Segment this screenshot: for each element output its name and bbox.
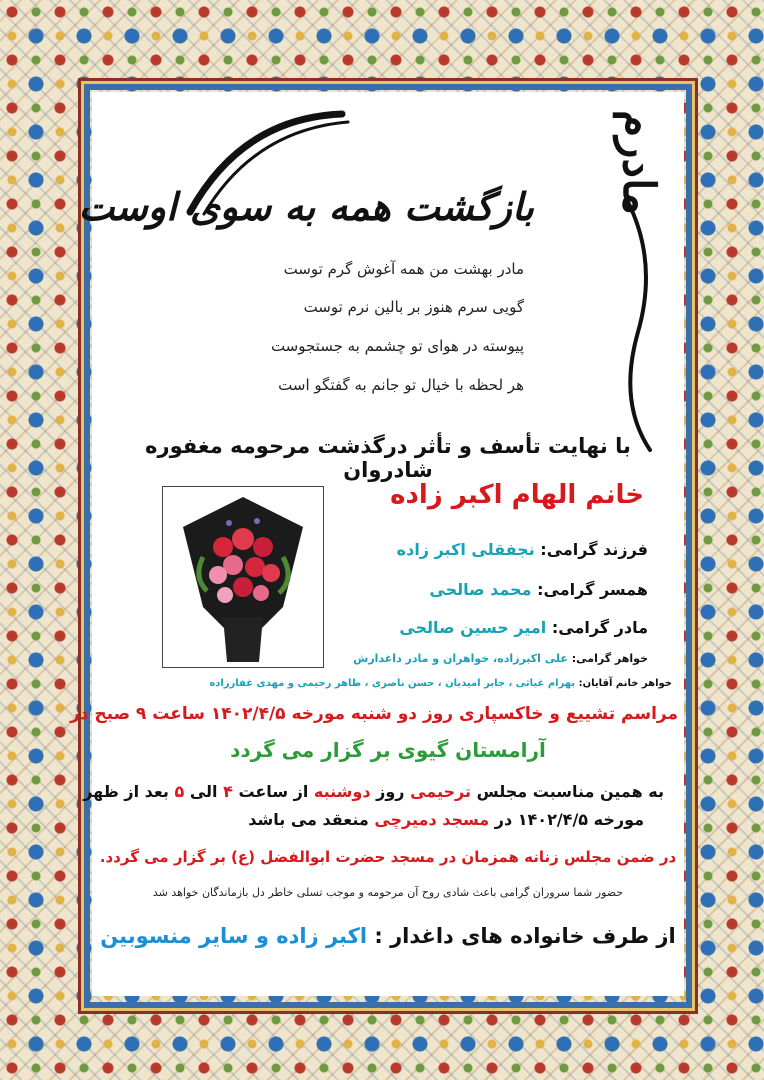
verse-line: گویی سرم هنوز بر بالین نرم توست (303, 298, 524, 316)
family-signature (92, 924, 684, 948)
memorial-text: روز (376, 782, 405, 801)
relative-label: فرزند گرامی: (540, 540, 648, 559)
family-names: اکبر زاده و سایر منسوبین (100, 924, 368, 948)
relative-spouse (429, 580, 648, 599)
memorial-text: الی (189, 782, 218, 801)
relative-label: همسر گرامی: (537, 580, 648, 599)
memorial-text: به همین مناسبت مجلس (476, 782, 664, 801)
verse-line: مادر بهشت من همه آغوش گرم توست (283, 260, 524, 278)
presence-note: حضور شما سروران گرامی باعث شادی روح آن مرحومه و موجب تسلی خاطر دل بازماندگان خواهد شد (152, 886, 624, 899)
verse-line: پیوسته در هوای تو چشمم به جستجوست (270, 337, 524, 355)
bouquet-photo (162, 486, 324, 668)
family-label: از طرف خانواده های داغدار : (374, 924, 676, 948)
relative-label: خواهر خانم آقایان: (578, 678, 672, 689)
ladies-session: در ضمن مجلس زنانه همزمان در مسجد حضرت ابوالفضل (ع) بر گزار می گردد. (99, 848, 677, 866)
cemetery-line: آرامستان گیوی بر گزار می گردد (230, 738, 546, 762)
memorial-highlight: دوشنبه (313, 782, 371, 801)
announcement-panel (69, 92, 684, 996)
relative-label: مادر گرامی: (551, 618, 648, 637)
deceased-name: خانم الهام اکبر زاده (390, 480, 644, 510)
return-heading: بازگشت همه به سوی اوست (78, 184, 534, 229)
flower-bouquet-icon (163, 487, 323, 667)
relative-value: بهرام غیاثی ، جابر امیدیان ، حسن ناصری ، طاهر رحیمی و مهدی غفارزاده (209, 678, 576, 689)
memorial-text: از ساعت (238, 782, 309, 801)
relative-in-laws (209, 678, 672, 689)
relative-parent (399, 618, 648, 637)
memorial-line-1 (83, 782, 664, 801)
verse-line: هر لحظه با خیال تو جانم به گفتگو است (278, 376, 524, 394)
mother-title: مادرم (613, 110, 664, 216)
memorial-highlight: مسجد دمیرچی (374, 810, 490, 829)
memorial-text: منعقد می باشد (248, 810, 369, 829)
calligraphy-swash-icon (598, 202, 658, 452)
relative-sibling (353, 652, 648, 665)
memorial-highlight: ترحیمی (410, 782, 472, 801)
relative-value: نجفقلی اکبر زاده (396, 540, 535, 559)
memorial-text: بعد از ظهر (83, 782, 169, 801)
relative-child (397, 540, 648, 559)
memorial-highlight: ۵ (174, 782, 185, 801)
condolence-line: با نهایت تأسف و تأثر درگذشت مرحومه مغفوره شادروان (145, 434, 631, 482)
funeral-ceremony: مراسم تشییع و خاکسپاری روز دو شنبه مورخه ۱۴۰۲/۴/۵ ساعت ۹ صبح در (69, 704, 678, 724)
relative-label: خواهر گرامی: (571, 652, 648, 665)
memorial-highlight: ۴ (223, 782, 233, 801)
relative-value: امیر حسین صالحی (399, 618, 547, 637)
relative-value: علی اکبرزاده، خواهران و مادر داغدارش (353, 652, 568, 665)
relative-value: محمد صالحی (429, 580, 532, 599)
memorial-text: مورخه ۱۴۰۲/۴/۵ در (494, 810, 644, 829)
memorial-line-2 (248, 810, 644, 829)
